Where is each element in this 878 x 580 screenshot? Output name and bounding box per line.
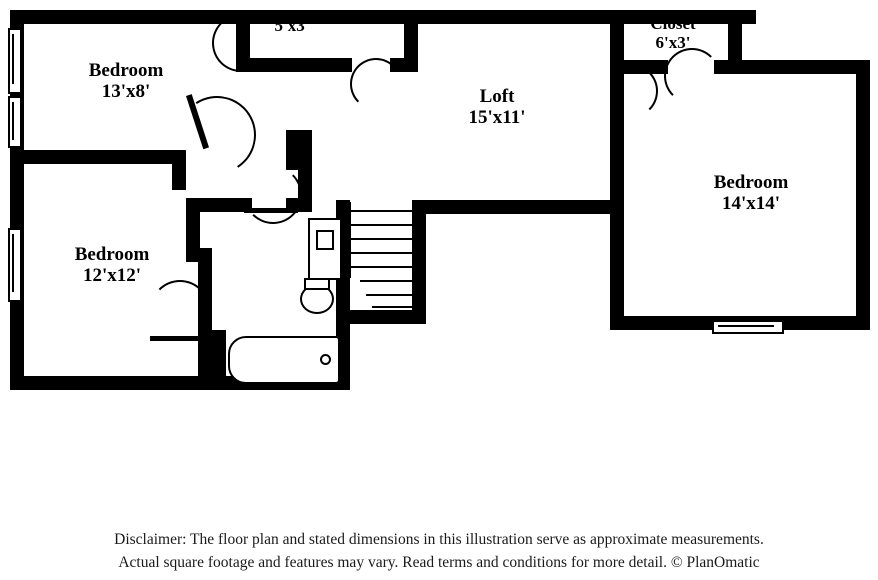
disclaimer	[0, 529, 878, 574]
door-panel-hall-bath	[244, 208, 298, 213]
door-closet-5x3-right	[350, 58, 402, 110]
room-dimension: 5'x3'	[274, 16, 310, 35]
window-left-mid	[8, 96, 22, 148]
door-hall-bath	[244, 166, 302, 224]
door-panel-bedroom-12x12	[150, 336, 204, 341]
room-dimension: 15'x11'	[468, 107, 526, 129]
room-label-bedroom-14x14	[640, 172, 862, 215]
sink-basin	[316, 230, 334, 250]
door-bedroom-14x14	[604, 64, 658, 118]
room-dimension: 6'x3'	[655, 33, 691, 53]
room-label-closet-5x3	[232, 16, 352, 35]
stair-tread	[372, 306, 414, 308]
wall-bedroom-right-top	[742, 60, 870, 74]
stair-tread	[348, 238, 414, 240]
door-bedroom-12x12	[150, 280, 210, 340]
stair-tread	[348, 266, 414, 268]
toilet-tank	[304, 278, 330, 290]
room-name: Bedroom	[74, 244, 150, 265]
window-bedroom-right-bottom	[712, 320, 784, 334]
wall-loft-right-divider	[412, 200, 624, 214]
room-name: Bedroom	[713, 172, 789, 193]
stair-tread	[366, 294, 414, 296]
stair-tread	[348, 210, 414, 212]
room-label-loft	[400, 86, 594, 129]
wall-loft-bedroom-divider	[610, 24, 624, 214]
disclaimer-line-2: Actual square footage and features may vary. Read terms and conditions for more detail. © PlanOmatic	[118, 553, 760, 571]
bathtub-drain	[320, 354, 331, 365]
room-label-bedroom-13x8	[0, 60, 252, 103]
room-name: Bedroom	[88, 60, 164, 81]
room-name: Loft	[479, 86, 515, 107]
stair-tread	[360, 280, 414, 282]
room-name: Closet	[650, 14, 696, 33]
room-dimension: 12'x12'	[82, 265, 142, 287]
wall-stairs-right	[412, 200, 426, 324]
wall-bedroom-right-left	[610, 200, 624, 330]
stair-tread	[348, 252, 414, 254]
room-label-bedroom-12x12	[0, 244, 224, 287]
room-dimension: 13'x8'	[101, 81, 151, 103]
room-label-closet-6x3	[600, 14, 746, 52]
wall-bath-left	[212, 330, 226, 390]
staircase	[348, 202, 414, 320]
disclaimer-line-1: Disclaimer: The floor plan and stated dimensions in this illustration serve as approximate measurements.	[114, 531, 764, 549]
stair-tread	[348, 224, 414, 226]
door-closet-6x3	[664, 48, 720, 104]
stair-rail	[348, 202, 351, 278]
room-dimension: 14'x14'	[721, 193, 781, 215]
wall-bedroom-13x8-bottom	[10, 150, 186, 164]
